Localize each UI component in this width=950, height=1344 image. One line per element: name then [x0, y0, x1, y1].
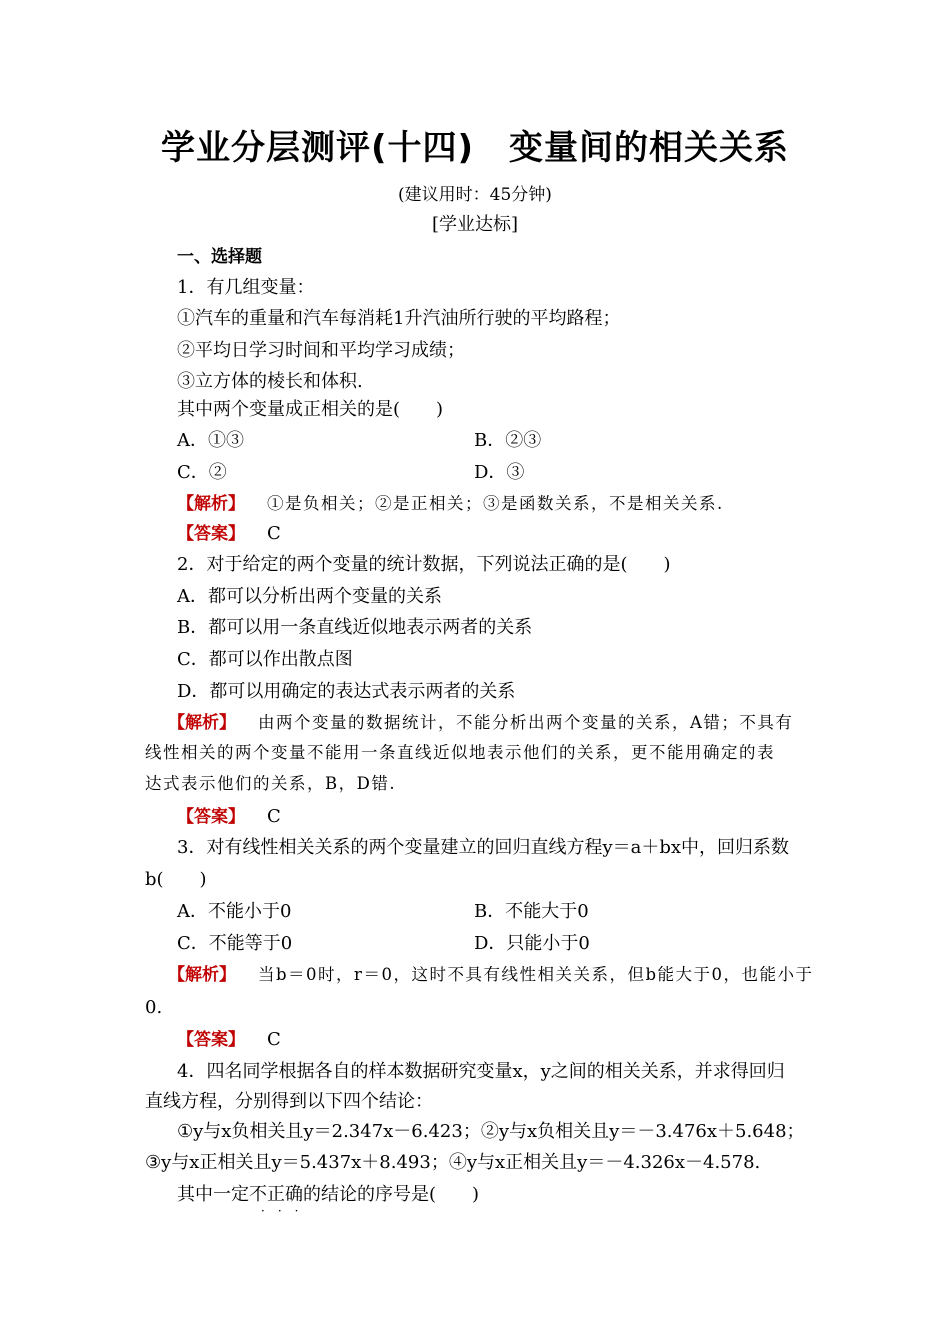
q2-stem: 2．对于给定的两个变量的统计数据，下列说法正确的是( ): [177, 554, 671, 575]
q3-option-b: B．不能大于0: [474, 901, 589, 922]
q1-option-b: B．②③: [474, 430, 542, 451]
emphasis-dots: ···: [261, 1204, 312, 1218]
q2-analysis-line-2: 线性相关的两个变量不能用一条直线近似地表示他们的关系，更不能用确定的表: [145, 743, 775, 762]
answer-tag: 【答案】: [177, 524, 245, 544]
q4-stem-line-4: ③y与x正相关且y＝5.437x＋8.493；④y与x正相关且y＝－4.326x－4.578.: [145, 1152, 761, 1173]
q1-option-c: C．②: [177, 462, 227, 483]
q4-stem-line-1: 4．四名同学根据各自的样本数据研究变量x，y之间的相关关系，并求得回归: [177, 1061, 785, 1082]
page-title: 学业分层测评(十四) 变量间的相关关系: [160, 128, 790, 168]
q2-analysis-line-3: 达式表示他们的关系，B，D错.: [145, 774, 397, 793]
q3-analysis: [168, 963, 814, 987]
q4-stem-line-3: ①y与x负相关且y＝2.347x－6.423；②y与x负相关且y＝－3.476x＋5.648；: [177, 1121, 805, 1142]
q1-item-2: ②平均日学习时间和平均学习成绩；: [177, 340, 465, 361]
q4-stem-line-2: 直线方程，分别得到以下四个结论：: [145, 1091, 433, 1112]
level-heading: [学业达标]: [431, 214, 519, 235]
q3-stem-line-1: 3．对有线性相关关系的两个变量建立的回归直线方程y＝a＋bx中，回归系数: [177, 837, 790, 858]
q2-answer-value: C: [267, 806, 281, 827]
q2-option-d: D．都可以用确定的表达式表示两者的关系: [177, 681, 516, 702]
q3-analysis-line-2: 0.: [145, 997, 163, 1018]
time-note: (建议用时：45分钟): [398, 185, 552, 205]
q1-option-a: A．①③: [177, 430, 244, 451]
q1-answer-value: C: [267, 523, 281, 544]
q1-answer: [177, 522, 281, 546]
q2-analysis-line-1: 由两个变量的数据统计，不能分析出两个变量的关系，A错；不具有: [258, 713, 794, 732]
answer-tag: 【答案】: [177, 1030, 245, 1050]
analysis-tag: 【解析】: [177, 494, 245, 514]
q3-analysis-line-1: 当b＝0时，r＝0，这时不具有线性相关关系，但b能大于0，也能小于: [258, 965, 814, 984]
q1-analysis-text: ①是负相关；②是正相关；③是函数关系，不是相关关系.: [267, 494, 724, 513]
q2-option-b: B．都可以用一条直线近似地表示两者的关系: [177, 617, 533, 638]
analysis-tag: 【解析】: [168, 713, 236, 733]
q3-answer: [177, 1028, 281, 1052]
q3-option-c: C．不能等于0: [177, 933, 293, 954]
q2-option-a: A．都可以分析出两个变量的关系: [177, 586, 442, 607]
q1-item-1: ①汽车的重量和汽车每消耗1升汽油所行驶的平均路程；: [177, 308, 621, 329]
q2-option-c: C．都可以作出散点图: [177, 649, 353, 670]
q4-ask: 其中一定不正确的结论的序号是( ): [177, 1184, 480, 1205]
section-heading: 一、选择题: [177, 247, 262, 267]
answer-tag: 【答案】: [177, 807, 245, 827]
q2-answer: [177, 805, 281, 829]
q2-analysis: [168, 711, 793, 735]
q1-option-d: D．③: [474, 462, 525, 483]
q1-item-3: ③立方体的棱长和体积.: [177, 371, 363, 392]
analysis-tag: 【解析】: [168, 965, 236, 985]
q3-stem-line-2: b( ): [145, 869, 207, 890]
q1-analysis: [177, 492, 724, 516]
q3-option-a: A．不能小于0: [177, 901, 292, 922]
q3-option-d: D．只能小于0: [474, 933, 590, 954]
q1-ask: 其中两个变量成正相关的是( ): [177, 399, 444, 420]
q1-stem: 1．有几组变量：: [177, 277, 315, 298]
q3-answer-value: C: [267, 1029, 281, 1050]
